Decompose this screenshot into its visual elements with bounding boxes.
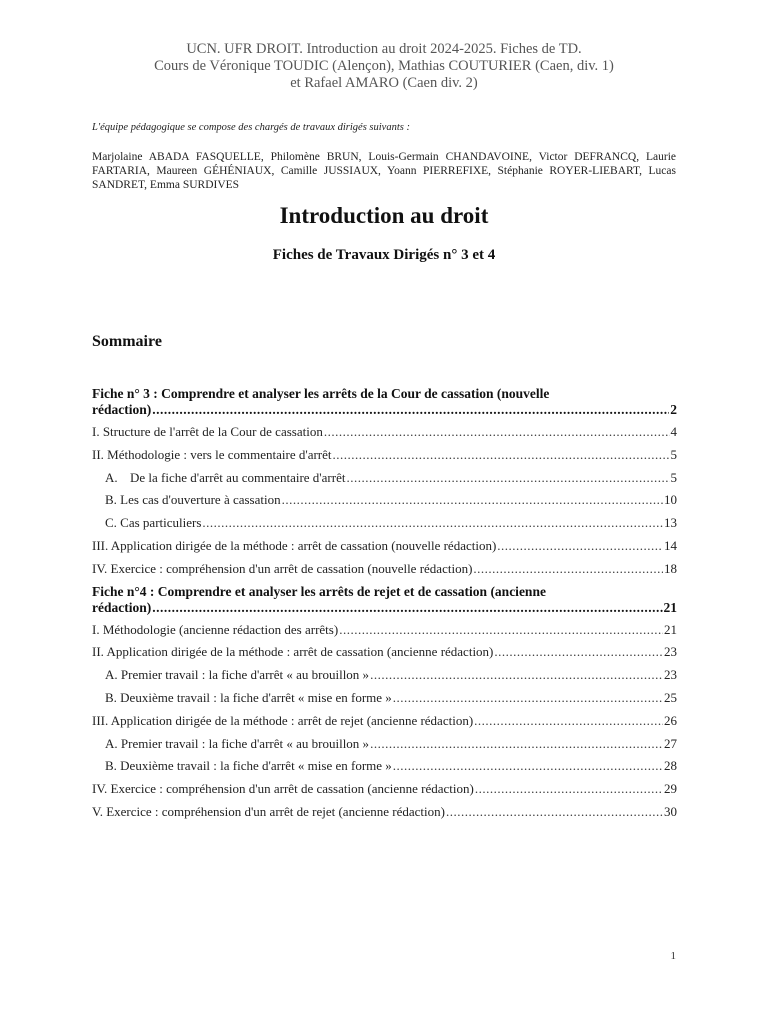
document-title: Introduction au droit — [279, 203, 489, 228]
toc-entry[interactable] — [92, 538, 677, 561]
toc-leader — [370, 736, 663, 751]
toc-entry-page: 4 — [670, 424, 677, 439]
toc-entry[interactable] — [92, 781, 677, 804]
team-members: Marjolaine ABADA FASQUELLE, Philomène BRUN, Louis-Germain CHANDAVOINE, Victor DEFRANCQ, Laurie FARTARIA, Maureen GÉHÉNIAUX, Camille JUSSIAUX, Yoann PIERREFIXE, Stéphanie ROYER-LIEBART, Lucas SANDRET, Emma SURDIVES — [92, 151, 676, 191]
toc-entry-label: V. Exercice : compréhension d'un arrêt de rejet (ancienne rédaction) — [92, 803, 445, 819]
toc-leader — [494, 644, 663, 659]
toc-fiche-4-line2: rédaction) — [92, 599, 152, 615]
toc-leader — [152, 600, 662, 616]
toc-leader — [202, 515, 663, 530]
toc-entry-label: II. Méthodologie : vers le commentaire d'arrêt — [92, 446, 332, 462]
toc-entry-page: 26 — [664, 712, 677, 728]
toc-entry[interactable] — [92, 470, 677, 493]
toc-entry-page: 28 — [664, 758, 677, 774]
header-line-1: UCN. UFR DROIT. Introduction au droit 2024-2025. Fiches de TD. — [186, 41, 582, 57]
course-header — [0, 41, 768, 92]
toc-entry-page: 18 — [664, 560, 677, 576]
toc-leader — [152, 402, 669, 418]
toc-entry-page: 25 — [664, 689, 677, 705]
toc-leader — [446, 804, 663, 819]
toc-fiche-4-page: 21 — [663, 599, 677, 615]
toc-entry-page: 21 — [664, 621, 677, 637]
toc-entry-label: I. Structure de l'arrêt de la Cour de cassation — [92, 424, 323, 439]
toc-entry-label: III. Application dirigée de la méthode : arrêt de rejet (ancienne rédaction) — [92, 712, 474, 728]
toc-entry-label: IV. Exercice : compréhension d'un arrêt de cassation (nouvelle rédaction) — [92, 560, 473, 576]
toc-entry[interactable] — [92, 622, 677, 645]
toc-entry-label: De la fiche d'arrêt au commentaire d'arrêt — [130, 469, 346, 485]
table-of-contents — [92, 386, 677, 827]
toc-leader — [475, 781, 663, 796]
toc-entry[interactable] — [92, 515, 677, 538]
toc-entry[interactable] — [92, 424, 677, 447]
toc-leader — [333, 447, 670, 462]
toc-entry-page: 5 — [670, 446, 677, 462]
toc-leader — [339, 622, 663, 637]
toc-entry-label: C. Cas particuliers — [105, 515, 202, 531]
toc-entry-page: 13 — [664, 515, 677, 531]
toc-entry-page: 27 — [664, 735, 677, 751]
toc-entry[interactable] — [92, 758, 677, 781]
toc-entry-label: I. Méthodologie (ancienne rédaction des arrêts) — [92, 621, 339, 637]
toc-entry-letter: A. — [105, 469, 118, 485]
toc-leader — [473, 561, 663, 576]
toc-entry-page: 30 — [664, 803, 677, 819]
toc-entry[interactable] — [92, 690, 677, 713]
toc-entry-label: A. Premier travail : la fiche d'arrêt « au brouillon » — [105, 735, 370, 751]
toc-leader — [324, 424, 670, 439]
toc-entry-label: II. Application dirigée de la méthode : arrêt de cassation (ancienne rédaction) — [92, 644, 494, 660]
toc-entry[interactable] — [92, 667, 677, 690]
toc-leader — [474, 713, 663, 728]
toc-heading: Sommaire — [92, 333, 162, 350]
toc-entry-page: 29 — [664, 781, 677, 797]
toc-entry[interactable] — [92, 713, 677, 736]
toc-entry[interactable] — [92, 736, 677, 759]
toc-entry-label: A. Premier travail : la fiche d'arrêt « au brouillon » — [105, 667, 370, 683]
toc-entry-page: 23 — [664, 644, 677, 660]
toc-entry[interactable] — [92, 644, 677, 667]
toc-entry-page: 10 — [664, 492, 677, 508]
toc-leader — [370, 667, 663, 682]
page-number: 1 — [670, 950, 676, 962]
toc-entry-page: 23 — [664, 667, 677, 683]
toc-entry-label: B. Les cas d'ouverture à cassation — [105, 492, 281, 508]
toc-entry-label: IV. Exercice : compréhension d'un arrêt de cassation (ancienne rédaction) — [92, 781, 474, 797]
toc-entry[interactable] — [92, 447, 677, 470]
toc-entry-label: B. Deuxième travail : la fiche d'arrêt « mise en forme » — [105, 758, 392, 774]
toc-fiche-3[interactable] — [92, 386, 677, 418]
toc-fiche-3-page: 2 — [670, 402, 677, 417]
toc-entry-page: 5 — [670, 469, 677, 485]
toc-entry[interactable] — [92, 804, 677, 827]
header-line-3: et Rafael AMARO (Caen div. 2) — [290, 75, 478, 91]
document-subtitle: Fiches de Travaux Dirigés n° 3 et 4 — [272, 247, 496, 263]
toc-fiche-4-line1: Fiche n°4 : Comprendre et analyser les arrêts de rejet et de cassation (ancienne — [92, 583, 546, 599]
toc-fiche-4[interactable] — [92, 584, 677, 616]
toc-entry[interactable] — [92, 561, 677, 584]
toc-fiche-3-line1: Fiche n° 3 : Comprendre et analyser les arrêts de la Cour de cassation (nouvelle — [92, 386, 550, 401]
toc-leader — [282, 492, 663, 507]
toc-fiche-3-line2: rédaction) — [92, 402, 152, 417]
toc-leader — [346, 470, 669, 485]
header-line-2: Cours de Véronique TOUDIC (Alençon), Mathias COUTURIER (Caen, div. 1) — [154, 58, 614, 74]
toc-leader — [393, 758, 663, 773]
toc-leader — [393, 690, 663, 705]
toc-leader — [497, 538, 663, 553]
toc-entry[interactable] — [92, 492, 677, 515]
toc-entry-label: B. Deuxième travail : la fiche d'arrêt « mise en forme » — [105, 689, 392, 705]
toc-entry-page: 14 — [664, 537, 677, 553]
team-intro: L'équipe pédagogique se compose des chargés de travaux dirigés suivants : — [92, 122, 410, 133]
toc-entry-label: III. Application dirigée de la méthode : arrêt de cassation (nouvelle rédaction) — [92, 537, 497, 553]
